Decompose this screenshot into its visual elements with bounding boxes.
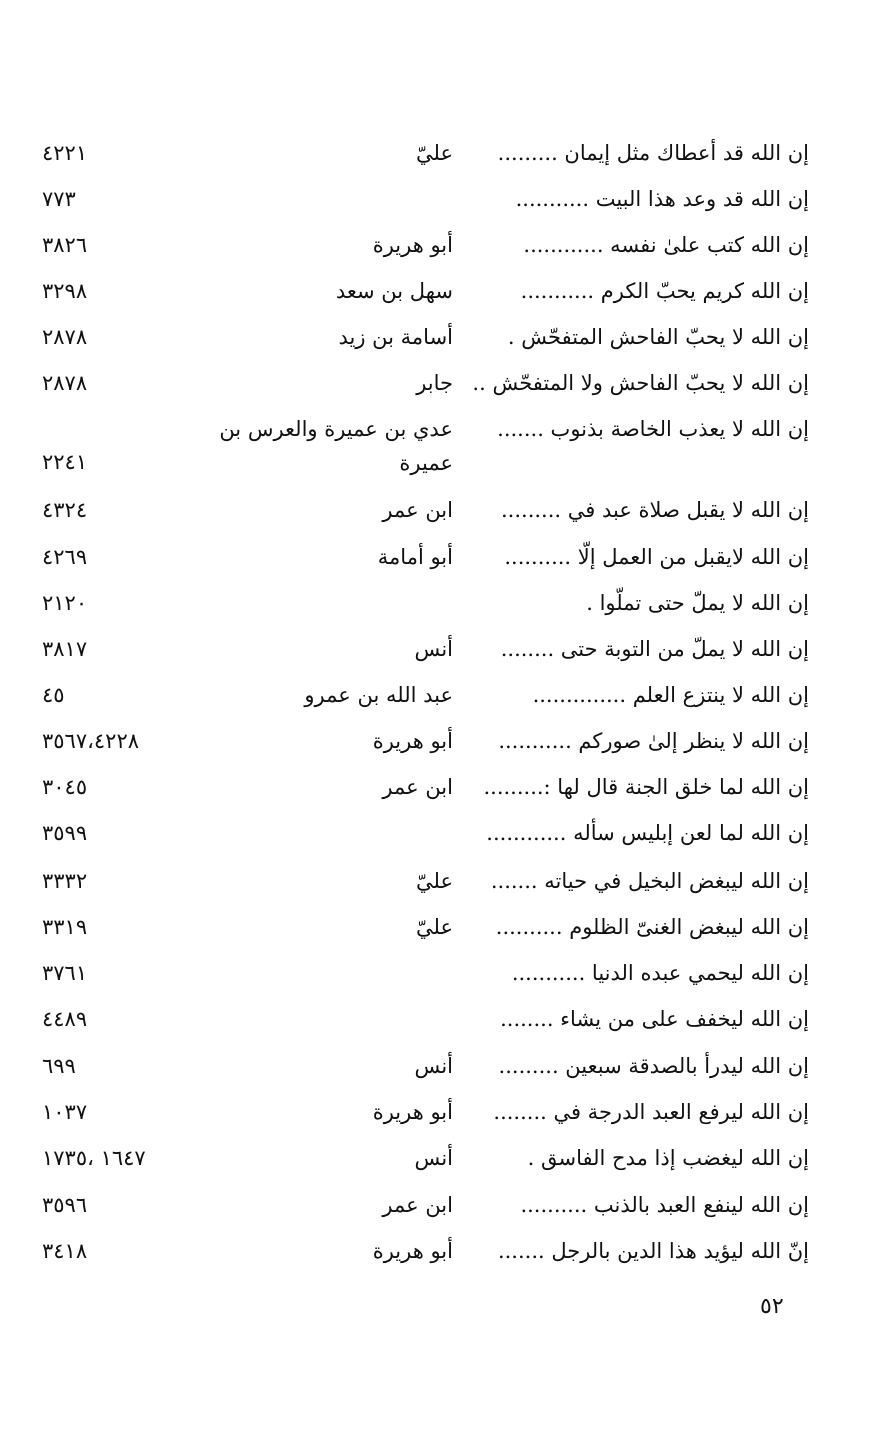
narrator-name: عليّ: [416, 915, 453, 939]
hadith-text: إن الله قد أعطاك مثل إيمان .........: [497, 141, 809, 165]
hadith-text: إن الله لا ينظر إلىٰ صوركم ...........: [498, 729, 809, 753]
index-row: [0, 770, 891, 816]
narrator-name: أنس: [414, 1054, 453, 1078]
reference-number: ٤٢٦٩: [42, 545, 88, 569]
index-row: [0, 540, 891, 586]
index-row: [0, 1095, 891, 1141]
hadith-text: إن الله ليحمي عبده الدنيا ...........: [511, 961, 809, 985]
index-row: [0, 228, 891, 274]
narrator-name: عبد الله بن عمرو: [304, 683, 453, 707]
hadith-text: إن الله ليبغض البخيل في حياته .......: [490, 869, 809, 893]
index-row: [0, 182, 891, 228]
hadith-text: إن الله لما لعن إبليس سأله ............: [486, 821, 809, 845]
reference-number: ٣٨١٧: [42, 637, 88, 661]
reference-number: ٢٨٧٨: [42, 371, 88, 395]
hadith-text: إن الله لا يعذب الخاصة بذنوب .......: [497, 417, 809, 441]
index-row: [0, 632, 891, 678]
hadith-text: إن الله كتب علىٰ نفسه ............: [523, 233, 809, 257]
index-row: [0, 136, 891, 182]
reference-number: ١٦٤٧ ،١٧٣٥: [42, 1146, 146, 1170]
reference-number: ٦٩٩: [42, 1054, 76, 1078]
reference-number: ٤٥: [42, 683, 65, 707]
index-row: [0, 320, 891, 366]
hadith-text: إن الله لا يحبّ الفاحش المتفحّش .: [507, 325, 809, 349]
reference-number: ٣٢٩٨: [42, 279, 88, 303]
hadith-text: إن الله لا يملّ حتى تملّوا .: [586, 591, 809, 615]
page-number: ٥٢: [760, 1294, 784, 1319]
narrator-name: أنس: [414, 637, 453, 661]
reference-number: ٣٤١٨: [42, 1239, 88, 1263]
reference-number: ٧٧٣: [42, 187, 76, 211]
narrator-name: عليّ: [416, 869, 453, 893]
reference-number: ٣٥٩٦: [42, 1193, 88, 1217]
hadith-text: إن الله ليغضب إذا مدح الفاسق .: [527, 1146, 809, 1170]
index-row: [0, 586, 891, 632]
narrator-name: أسامة بن زيد: [338, 325, 453, 349]
hadith-text: إن الله كريم يحبّ الكرم ...........: [520, 279, 809, 303]
index-row: [0, 724, 891, 770]
hadith-text: إن الله ليدرأ بالصدقة سبعين .........: [498, 1054, 809, 1078]
hadith-text: إنّ الله ليؤيد هذا الدين بالرجل .......: [497, 1239, 809, 1263]
index-row: [0, 678, 891, 724]
narrator-name: أبو هريرة: [372, 233, 453, 257]
index-row: [0, 910, 891, 956]
narrator-name: ابن عمر: [382, 1193, 453, 1217]
hadith-text: إن الله ليخفف على من يشاء ........: [500, 1007, 809, 1031]
index-row: [0, 1141, 891, 1187]
index-row: [0, 366, 891, 412]
index-row: [0, 1234, 891, 1280]
reference-number: ٣٥٦٧،٤٢٢٨: [42, 729, 140, 753]
hadith-text: إن الله لا يقبل صلاة عبد في .........: [501, 498, 809, 522]
reference-number: ١٠٣٧: [42, 1100, 88, 1124]
reference-number: ٤٢٢١: [42, 141, 88, 165]
hadith-text: إن الله ليرفع العبد الدرجة في ........: [493, 1100, 809, 1124]
narrator-name: أبو هريرة: [372, 1100, 453, 1124]
index-row: [0, 864, 891, 910]
index-row: [0, 493, 891, 539]
index-row: [0, 1188, 891, 1234]
reference-number: ٤٣٢٤: [42, 498, 88, 522]
reference-number: ٣٣١٩: [42, 915, 88, 939]
hadith-text: إن الله لما خلق الجنة قال لها :.........: [483, 775, 809, 799]
hadith-text: إن الله ليبغض الغنىّ الظلوم ..........: [495, 915, 809, 939]
reference-number: ٣٥٩٩: [42, 821, 88, 845]
hadith-text: إن الله لا ينتزع العلم ..............: [532, 683, 809, 707]
hadith-text: إن الله لا يحبّ الفاحش ولا المتفحّش ..: [472, 371, 809, 395]
hadith-text: إن الله قد وعد هذا البيت ...........: [515, 187, 809, 211]
index-row: [0, 274, 891, 320]
reference-number: ٢٨٧٨: [42, 325, 88, 349]
reference-number: ٣٠٤٥: [42, 775, 88, 799]
narrator-name: أنس: [414, 1146, 453, 1170]
narrator-name: عدي بن عميرة والعرس بن عميرة: [219, 417, 453, 475]
hadith-text: إن الله لايقبل من العمل إلّا ..........: [504, 545, 809, 569]
reference-number: ٤٤٨٩: [42, 1007, 88, 1031]
narrator-name: أبو أمامة: [377, 545, 453, 569]
narrator-name: عليّ: [416, 141, 453, 165]
narrator-name: سهل بن سعد: [335, 279, 453, 303]
reference-number: ٣٨٢٦: [42, 233, 88, 257]
narrator-name: ابن عمر: [382, 498, 453, 522]
reference-number: ٣٧٦١: [42, 961, 88, 985]
narrator-name: ابن عمر: [382, 775, 453, 799]
narrator-name: أبو هريرة: [372, 729, 453, 753]
hadith-text: إن الله لينفع العبد بالذنب ..........: [520, 1193, 809, 1217]
narrator-name: جابر: [416, 371, 453, 395]
reference-number: ٣٣٣٢: [42, 869, 88, 893]
index-row: [0, 816, 891, 862]
index-row: [0, 1002, 891, 1048]
narrator-name: أبو هريرة: [372, 1239, 453, 1263]
index-row: [0, 1049, 891, 1095]
hadith-text: إن الله لا يملّ من التوبة حتى ........: [500, 637, 809, 661]
reference-number: ٢١٢٠: [42, 591, 88, 615]
index-row: [0, 956, 891, 1002]
reference-number: ٢٢٤١: [42, 450, 88, 474]
index-row: [0, 412, 891, 492]
